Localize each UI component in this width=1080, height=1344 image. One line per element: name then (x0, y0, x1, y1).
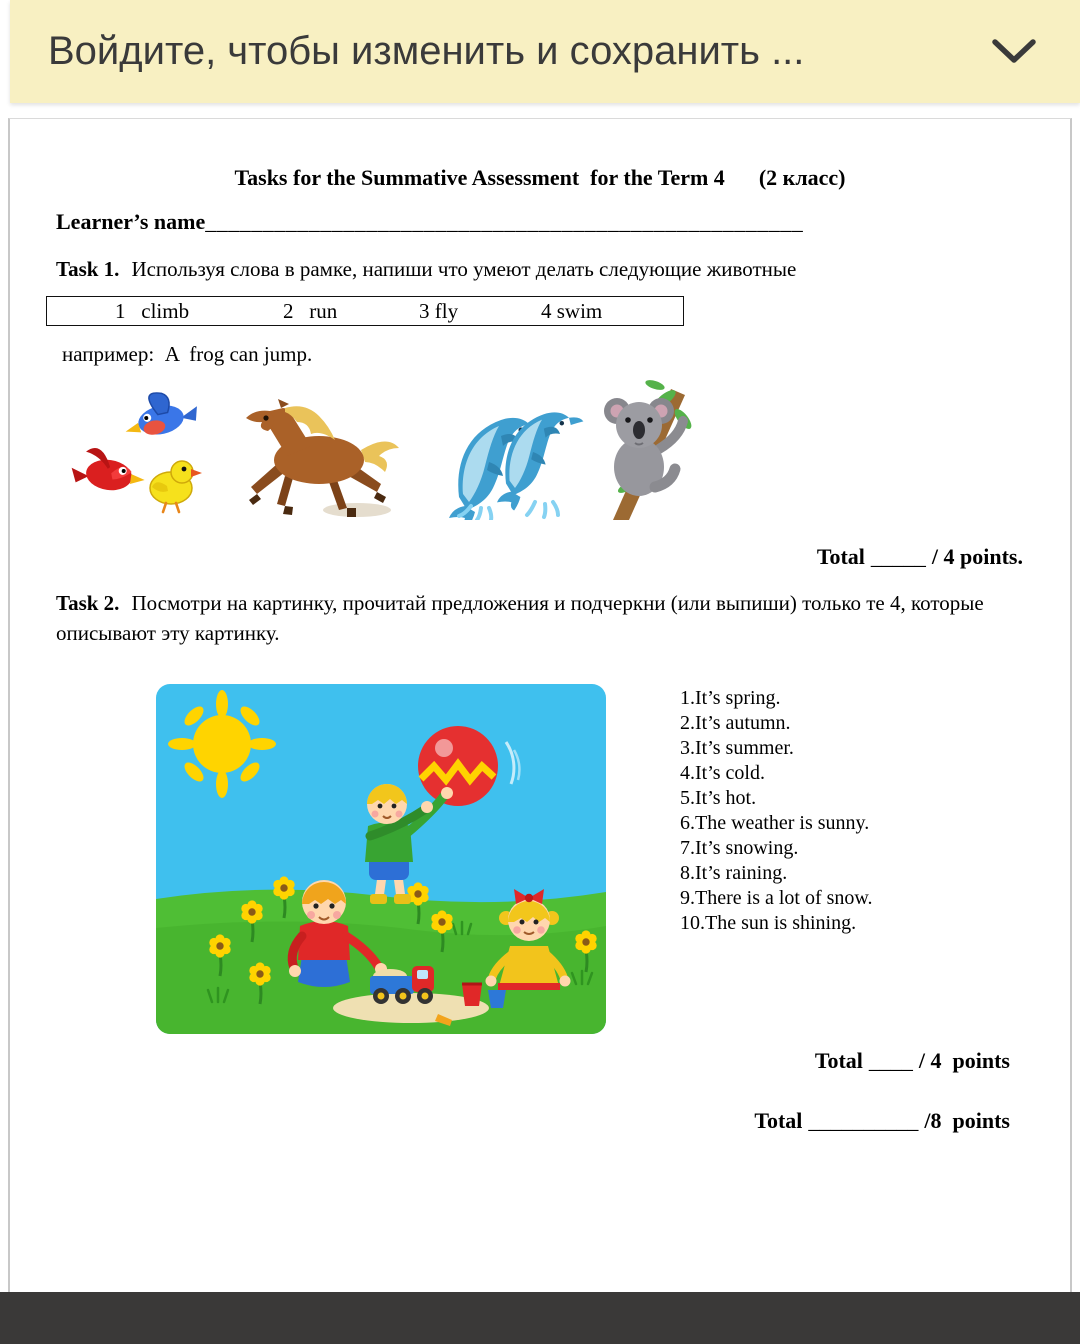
learner-name-line (56, 209, 1070, 235)
learner-name-label: Learner’s name (56, 209, 206, 234)
signin-banner[interactable] (10, 0, 1080, 103)
task2-heading (56, 588, 1022, 648)
sentence-item: 1.It’s spring. (680, 687, 781, 709)
grand-total-blank: __________ (808, 1108, 919, 1133)
koala-image (599, 375, 694, 520)
sentence-item: 10.The sun is shining. (680, 912, 857, 934)
learner-name-blank: ____________________________________________________ (205, 209, 804, 234)
task1-total-blank: _____ (870, 544, 926, 569)
sentence-item: 8.It’s raining. (680, 862, 788, 884)
task1-label: Task 1. (56, 257, 120, 281)
task1-total-points: / 4 points. (931, 544, 1023, 569)
red-bird (69, 445, 148, 495)
sentence-item: 3.It’s summer. (680, 737, 794, 759)
yellow-chick (150, 461, 202, 512)
task2-total-blank: ____ (868, 1048, 913, 1073)
task2-label: Task 2. (56, 591, 120, 615)
horse-image (229, 398, 404, 520)
task2-content (10, 684, 1070, 1034)
task1-heading (56, 257, 1070, 282)
example-line: например: A frog can jump. (62, 342, 313, 366)
task1-total-label: Total (816, 544, 865, 569)
grand-total-points: /8 points (924, 1108, 1010, 1133)
sentence-list (680, 684, 873, 1034)
word-box-item: 1 climb (115, 298, 190, 323)
sentence-item: 9.There is a lot of snow. (680, 887, 873, 909)
document-page (8, 118, 1072, 1292)
task2-total-line (10, 1048, 1070, 1074)
dolphins-image (449, 398, 584, 520)
title-class-label: (2 класс) (758, 165, 846, 190)
sentence-item: 5.It’s hot. (680, 787, 757, 809)
toy-truck (370, 966, 434, 1004)
task2-instruction: Посмотри на картинку, прочитай предложения и подчеркни (или выпиши) только те 4, которые описывают эту картинку. (56, 591, 984, 645)
task2-total-points: / 4 points (918, 1048, 1010, 1073)
word-box-item: 4 swim (541, 298, 603, 323)
sentence-item: 7.It’s snowing. (680, 837, 799, 859)
sentence-item: 2.It’s autumn. (680, 712, 791, 734)
word-box-item: 2 run (283, 298, 338, 323)
sentence-item: 4.It’s cold. (680, 762, 765, 784)
task1-total-line (10, 544, 1070, 570)
bottom-bar (0, 1292, 1080, 1344)
task1-instruction: Используя слова в рамке, напиши что умеют делать следующие животные (131, 257, 797, 281)
animal-images-row (10, 375, 1070, 520)
grand-total-label: Total (754, 1108, 803, 1133)
sentence-item: 6.The weather is sunny. (680, 812, 870, 834)
task2-total-label: Total (814, 1048, 863, 1073)
blue-bird (119, 385, 201, 441)
title-text: Tasks for the Summative Assessment for the Term 4 (234, 165, 725, 190)
playground-picture (156, 684, 606, 1034)
word-box (46, 296, 684, 326)
signin-banner-text: Войдите, чтобы изменить и сохранить ... (48, 29, 805, 73)
chevron-down-icon[interactable] (990, 38, 1038, 66)
word-box-item: 3 fly (419, 298, 459, 323)
document-title (10, 165, 1070, 191)
grand-total-line (10, 1108, 1070, 1134)
birds-image (69, 380, 209, 520)
